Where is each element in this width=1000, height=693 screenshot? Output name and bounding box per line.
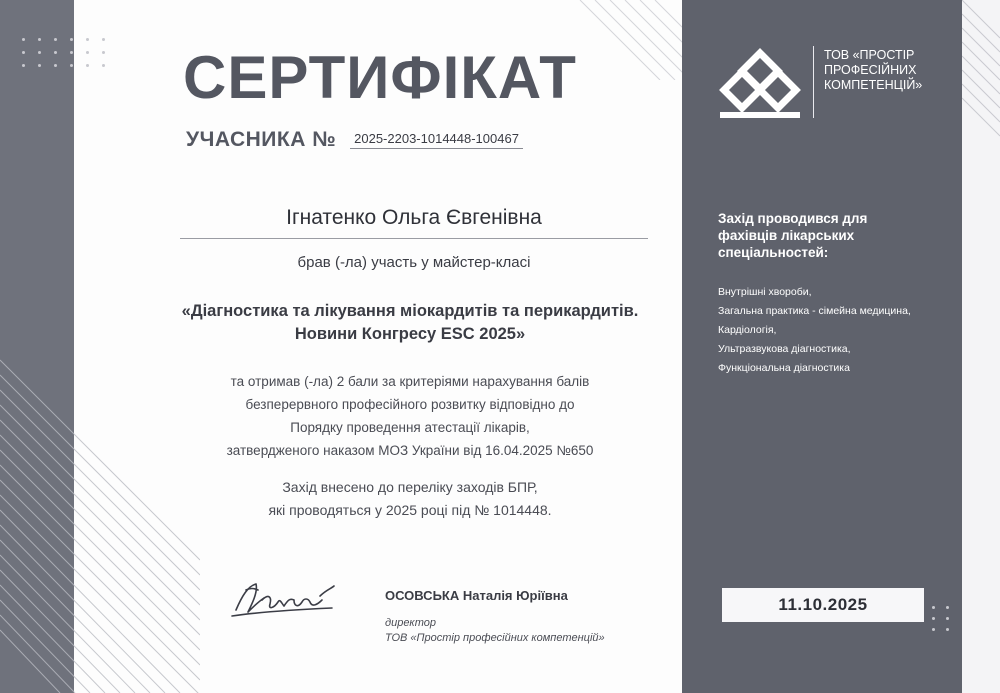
right-stripe-pattern [962,0,1000,693]
event-heading-line: спеціальностей: [718,245,829,260]
course-title [90,300,730,346]
specialty-item: Загальна практика - сімейна медицина, [718,305,911,317]
participation-text: брав (-ла) участь у майстер-класі [297,254,531,271]
specialty-item: Внутрішні хвороби, [718,286,812,298]
participant-name: Ігнатенко Ольга Євгенівна [180,206,648,239]
certificate-title: СЕРТИФІКАТ [183,44,577,111]
bpr-line: які проводяться у 2025 році під № 1014448. [268,502,552,518]
event-heading [718,210,948,261]
event-heading-line: фахівців лікарських [718,228,855,243]
specialty-item: Ультразвукова діагностика, [718,343,851,355]
certificate-number: 2025-2203-1014448-100467 [350,131,523,149]
specialty-item: Функціональна діагностика [718,362,850,374]
event-heading-line: Захід проводився для [718,211,868,226]
bpr-description [90,476,730,522]
signer-organization: ТОВ «Простір професійних компетенцій» [385,632,605,644]
handwritten-signature [228,574,340,626]
signer-title: директор [385,617,437,629]
event-date: 11.10.2025 [722,588,924,622]
points-description [90,370,730,462]
points-line: затвердженого наказом МОЗ України від 16.04.2025 №650 [226,443,594,458]
points-line: Порядку проведення атестації лікарів, [290,420,530,435]
signer-name: ОСОВСЬКА Наталія Юріївна [385,588,568,603]
course-title-line: Новини Конгресу ESC 2025» [294,325,526,343]
org-name-line: ПРОФЕСІЙНИХ [824,63,917,77]
points-line: та отримав (-ла) 2 бали за критеріями нарахування балів [230,374,590,389]
bpr-line: Захід внесено до переліку заходів БПР, [282,479,538,495]
certificate-subtitle [186,126,523,152]
decor-dots-date [932,606,952,631]
org-name-line: ТОВ «ПРОСТІР [824,48,915,62]
left-stripe-pattern [0,0,200,693]
organization-name [824,48,954,93]
specialties-list [718,283,958,378]
logo-divider [813,46,814,118]
org-name-line: КОМПЕТЕНЦІЙ» [824,78,923,92]
course-title-line: «Діагностика та лікування міокардитів та перикардитів. [181,302,639,320]
subtitle-label: УЧАСНИКА № [186,128,337,151]
specialty-item: Кардіологія, [718,324,777,336]
ppk-logo-icon [718,48,802,122]
points-line: безперервного професійного розвитку відповідно до [245,397,575,412]
decor-dots-top [22,38,108,67]
